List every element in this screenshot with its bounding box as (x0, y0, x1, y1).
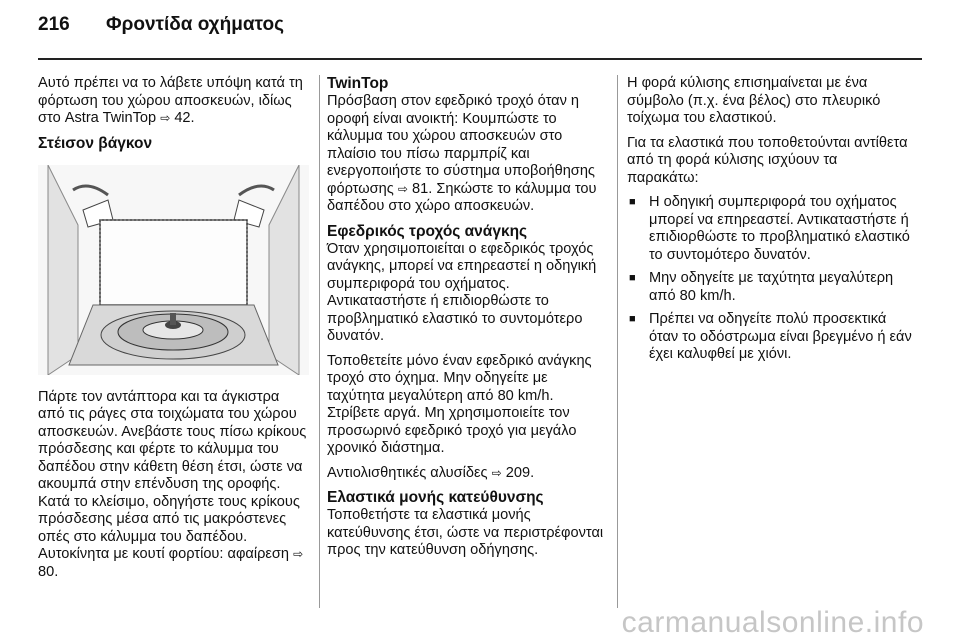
warnings-list (627, 194, 912, 364)
emergency-paragraph-1: Όταν χρησιμοποιείται ο εφεδρικός τροχός ανάγκης, μπορεί να επηρεαστεί η οδηγική συμπεριφορά του οχήματος. Αντικαταστήστε ή επιδιορθώστε το προβληματικό ελαστικό το συντομότερο δυνατόν. (327, 240, 597, 344)
page-reference[interactable]: 81. (411, 180, 433, 197)
section-heading-emergency-wheel: Εφεδρικός τροχός ανάγκης (327, 222, 528, 240)
twintop-paragraph: Πρόσβαση στον εφεδρικό τροχό όταν η οροφή είναι ανοικτή: Κουμπώστε το κάλυμμα του χώρου αποσκευών στο πλαίσιο του πίσω παρμπρίζ και ενεργοποιήστε το σύστημα υποβοήθησης φόρτωσης ⇨ 81. Σηκώστε το κάλυμμα του δαπέδου στο χώρο αποσκευών. (327, 93, 597, 214)
snow-chains-reference: Αντιολισθητικές αλυσίδες ⇨ 209. (327, 464, 535, 481)
reference-arrow-icon: ⇨ (491, 465, 502, 480)
reference-arrow-icon: ⇨ (160, 111, 171, 125)
page-reference[interactable]: 42. (174, 110, 195, 126)
section-heading-directional-tyres: Ελαστικά μονής κατεύθυνσης (327, 489, 544, 506)
emergency-paragraph-2: Τοποθετείτε μόνο έναν εφεδρικό ανάγκης τροχό στο όχημα. Μην οδηγείτε με ταχύτητα μεγαλύτερη από 80 km/h. Στρίβετε αργά. Μη χρησιμοποιείτε τον προσωρινό εφεδρικό τροχό για μεγάλο χρονικό διάστημα. (327, 352, 592, 456)
column-divider (319, 75, 320, 608)
reference-arrow-icon: ⇨ (293, 547, 304, 561)
column-1 (38, 75, 310, 588)
intro-paragraph: Αυτό πρέπει να το λάβετε υπόψη κατά τη φόρτωση του χώρου αποσκευών, ιδίως στο Astra TwinTop ⇨ 42. (38, 75, 303, 126)
header-rule (38, 58, 922, 60)
list-item: ■ Πρέπει να οδηγείτε πολύ προσεκτικά όταν το οδόστρωμα είναι βρεγμένο ή εάν έχει καλυφθεί με χιόνι. (627, 311, 912, 364)
column-3 (627, 75, 912, 370)
page-number: 216 (38, 14, 70, 35)
page-header (38, 14, 284, 36)
page-reference[interactable]: 209. (505, 464, 535, 481)
column-2 (327, 75, 606, 567)
section-heading-twintop: TwinTop (327, 75, 389, 92)
list-item: ■ Μην οδηγείτε με ταχύτητα μεγαλύτερη από 80 km/h. (627, 270, 912, 305)
page-reference[interactable]: 80. (38, 563, 59, 580)
reverse-mounted-paragraph: Για τα ελαστικά που τοποθετούνται αντίθετα από τη φορά κύλισης ισχύουν τα παρακάτω: (627, 134, 908, 186)
directional-paragraph: Τοποθετήστε τα ελαστικά μονής κατεύθυνσης έτσι, ώστε να περιστρέφονται προς την κατεύθυνση οδήγησης. (327, 507, 604, 558)
list-item: ■ Η οδηγική συμπεριφορά του οχήματος μπορεί να επηρεαστεί. Αντικαταστήστε ή επιδιορθώστε το προβληματικό ελαστικό το συντομότερο δυνατόν. (627, 194, 912, 264)
watermark: carmanualsonline.info (621, 606, 924, 639)
section-heading-stationwagon: Στέισον βάγκον (38, 134, 153, 152)
rotation-direction-paragraph: Η φορά κύλισης επισημαίνεται με ένα σύμβολο (π.χ. ένα βέλος) στο πλευρικό τοίχωμα του ελαστικού. (627, 75, 881, 126)
trunk-spare-wheel-illustration (38, 165, 309, 375)
reference-arrow-icon: ⇨ (397, 181, 408, 196)
stationwagon-body: Πάρτε τον αντάπτορα και τα άγκιστρα από τις ράγες στα τοιχώματα του χώρου αποσκευών. Ανεβάστε τους πίσω κρίκους πρόσδεσης και φέρτε το κάλυμμα του δαπέδου στην κάθετη θέση έτσι, ώστε να ακουμπά στην επένδυση της οροφής. Κατά το κλείσιμο, οδηγήστε τους κρίκους πρόσδεσης μέσα από τις μακρόστενες οπές στο κάλυμμα του δαπέδου. Αυτοκίνητα με κουτί φορτίου: αφαίρεση ⇨ 80. (38, 388, 307, 580)
column-divider (617, 75, 618, 608)
page-title: Φροντίδα οχήματος (106, 14, 284, 35)
